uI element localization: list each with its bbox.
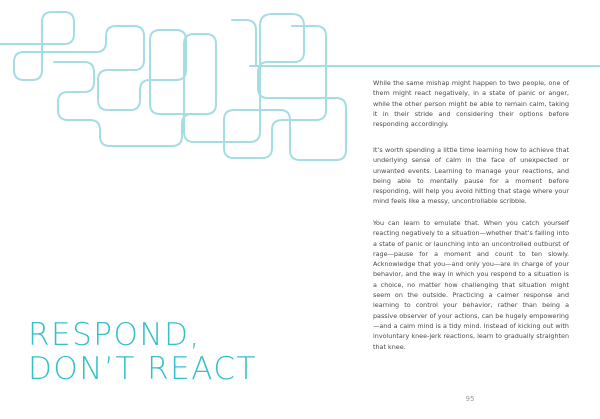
body-paragraph: You can learn to emulate that. When you catch yourself reacting negatively to a situation—whether that’s falling into a state of panic or launching into an uncontrolled outburst of rage—pause for a moment and count to ten slowly. Acknowledge that you—and only you—are in charge of your behavior, and the way in which you respond to a situation is a choice, no matter how challenging that situation might seem on the outside. Practicing a calmer response and learning to control your behavior, rather than being a passive observer of your actions, can be hugely empowering—and a calm mind is a tidy mind. Instead of kicking out with involuntary knee-jerk reactions, learn to gradually straighten that knee. bbox=[373, 219, 569, 351]
body-paragraph: It’s worth spending a little time learning how to achieve that underlying sense of calm in the face of unexpected or unwanted events. Learning to manage your reactions, and being able to mentally pause for a moment before responding, will help you avoid hitting that stage where your mind feels like a messy, uncontrollable scribble. bbox=[373, 146, 569, 206]
body-paragraph: While the same mishap might happen to two people, one of them might react negatively, in a state of panic or anger, while the other person might be able to remain calm, taking it in their stride and considering their options before responding accordingly. bbox=[373, 79, 569, 129]
chapter-title-line-1: RESPOND, bbox=[28, 317, 201, 353]
chapter-title-line-2: DON’T REACT bbox=[28, 351, 257, 387]
page-number: 95 bbox=[465, 395, 475, 403]
